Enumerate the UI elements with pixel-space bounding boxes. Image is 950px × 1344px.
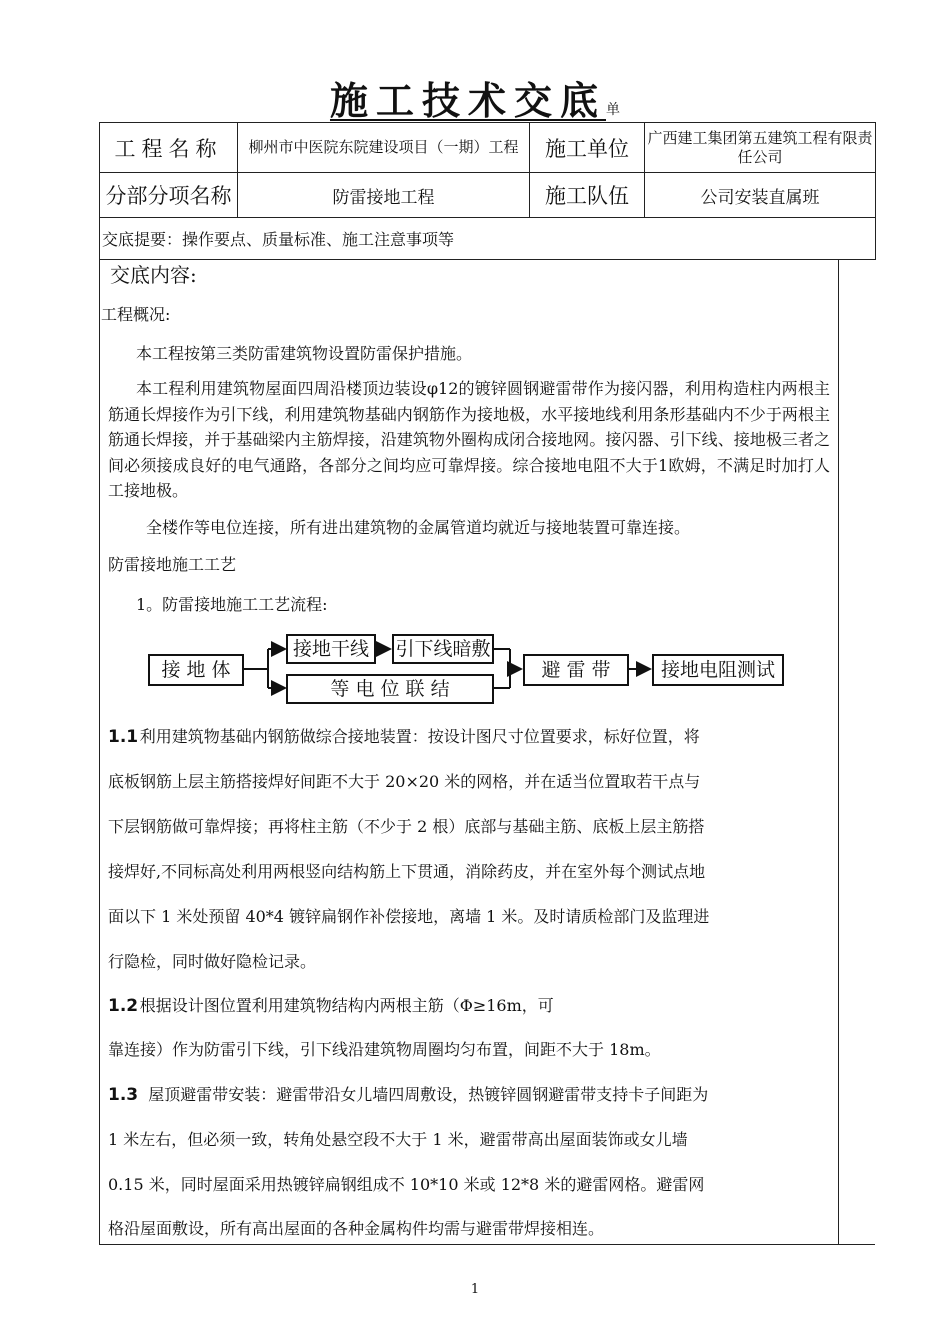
subproject-name-label: 分部分项名称 bbox=[100, 173, 238, 218]
flow-box-ground-body: 接 地 体 bbox=[148, 654, 244, 686]
overview-paragraph-3: 全楼作等电位连接，所有进出建筑物的金属管道均就近与接地装置可靠连接。 bbox=[146, 518, 691, 537]
subproject-name-value: 防雷接地工程 bbox=[238, 173, 530, 218]
process-title: 防雷接地施工工艺 bbox=[108, 555, 237, 574]
title-main: 施工技术交底 bbox=[329, 79, 606, 123]
construction-team-value: 公司安装直属班 bbox=[645, 173, 876, 218]
flow-box-resistance-test: 接地电阻测试 bbox=[652, 654, 784, 686]
section-1-1-line-3: 下层钢筋做可靠焊接；再将柱主筋（不少于 2 根）底部与基础主筋、底板上层主筋搭 bbox=[108, 817, 705, 836]
project-name-label: 工程名称 bbox=[100, 123, 238, 173]
section-1-1-line-2: 底板钢筋上层主筋搭接焊好间距不大于 20×20 米的网格，并在适当位置取若干点与 bbox=[108, 772, 701, 791]
overview-paragraph-1: 本工程按第三类防雷建筑物设置防雷保护措施。 bbox=[136, 344, 473, 363]
construction-unit-label: 施工单位 bbox=[530, 123, 645, 173]
flow-box-ground-trunk: 接地干线 bbox=[286, 634, 376, 664]
section-1-2-number: 1.2 bbox=[108, 996, 139, 1016]
flow-box-equipotential: 等 电 位 联 结 bbox=[286, 674, 494, 704]
disclosure-summary: 交底提要：操作要点、质量标准、施工注意事项等 bbox=[100, 218, 876, 260]
document-title bbox=[0, 70, 950, 125]
overview-paragraph-2: 本工程利用建筑物屋面四周沿楼顶边装设φ12的镀锌圆钢避雷带作为接闪器，利用构造柱内两根主筋通长焊接作为引下线，利用建筑物基础内钢筋作为接地极，水平接地线利用条形基础内不少于两根主筋通长焊接，并于基础梁内主筋焊接，沿建筑物外圈构成闭合接地网。接闪器、引下线、接地极三者之间必须接成良好的电气通路，各部分之间均应可靠焊接。综合接地电阻不大于1欧姆，不满足时加打人工接地极。 bbox=[108, 379, 830, 500]
section-1-2-line-1: 1.2 根据设计图位置利用建筑物结构内两根主筋（Φ≥16m，可 bbox=[108, 996, 554, 1016]
flow-box-lightning-belt: 避 雷 带 bbox=[523, 654, 629, 686]
section-1-3-line-3: 0.15 米，同时屋面采用热镀锌扁钢组成不 10*10 米或 12*8 米的避雷网格。避雷网 bbox=[108, 1175, 705, 1194]
construction-unit-value: 广西建工集团第五建筑工程有限责任公司 bbox=[645, 123, 876, 173]
section-1-3-line-2: 1 米左右，但必须一致，转角处悬空段不大于 1 米，避雷带高出屋面装饰或女儿墙 bbox=[108, 1130, 688, 1149]
flow-box-downlead: 引下线暗敷 bbox=[392, 634, 494, 664]
section-1-1-line-6: 行隐检，同时做好隐检记录。 bbox=[108, 952, 317, 971]
section-1-1-line-4: 接焊好,不同标高处利用两根竖向结构筋上下贯通，消除药皮，并在室外每个测试点地 bbox=[108, 862, 706, 881]
page-number: 1 bbox=[470, 1282, 480, 1297]
section-1-3-number: 1.3 bbox=[108, 1085, 139, 1105]
section-1-1-line-1: 1.1 利用建筑物基础内钢筋做综合接地装置：按设计图尺寸位置要求，标好位置，将 bbox=[108, 727, 700, 747]
section-1-2-line-2: 靠连接）作为防雷引下线，引下线沿建筑物周圈均匀布置，间距不大于 18m。 bbox=[108, 1040, 661, 1059]
process-flow-diagram bbox=[148, 630, 788, 708]
section-1-1-line-5: 面以下 1 米处预留 40*4 镀锌扁钢作补偿接地，离墙 1 米。及时请质检部门及监理进 bbox=[108, 907, 710, 926]
section-1-1-number: 1.1 bbox=[108, 727, 139, 747]
section-1-3-line-4: 格沿屋面敷设，所有高出屋面的各种金属构件均需与避雷带焊接相连。 bbox=[108, 1219, 605, 1238]
header-table bbox=[99, 122, 876, 260]
section-1-3-line-1: 1.3 屋顶避雷带安装：避雷带沿女儿墙四周敷设，热镀锌圆钢避雷带支持卡子间距为 bbox=[108, 1085, 709, 1105]
project-name-value: 柳州市中医院东院建设项目（一期）工程 bbox=[238, 123, 530, 173]
flow-title: 1。防雷接地施工工艺流程: bbox=[136, 595, 328, 614]
table-bottom-line bbox=[99, 1244, 875, 1245]
construction-team-label: 施工队伍 bbox=[530, 173, 645, 218]
overview-title: 工程概况: bbox=[101, 305, 171, 324]
content-heading: 交底内容: bbox=[110, 263, 197, 287]
title-suffix: 单 bbox=[606, 102, 620, 118]
